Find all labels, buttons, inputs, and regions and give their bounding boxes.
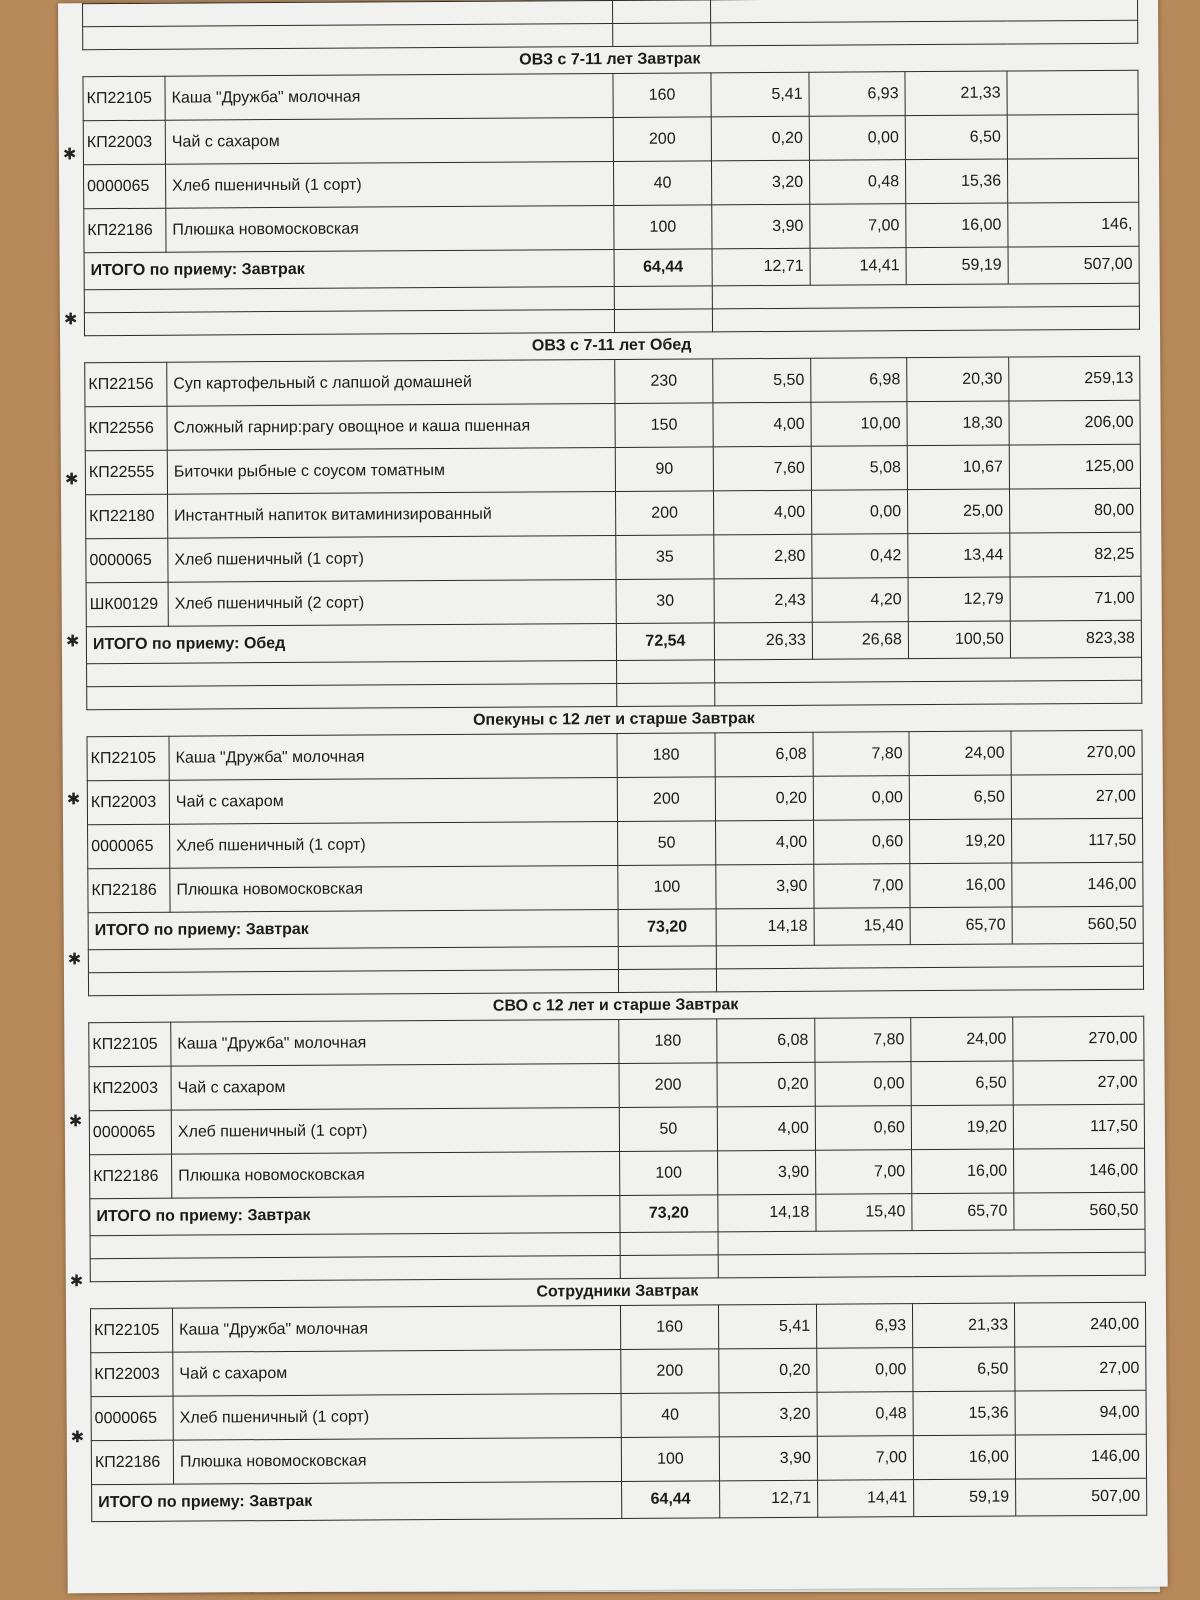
- item-energy: 27,00: [1011, 774, 1142, 819]
- item-name: Плюшка новомосковская: [166, 205, 614, 252]
- table-row: [91, 1434, 1146, 1484]
- binder-hole-icon: ✱: [68, 1113, 83, 1131]
- total-fat: 14,41: [810, 248, 906, 286]
- item-fat: 0,60: [814, 820, 910, 865]
- item-code: КП22156: [85, 362, 167, 407]
- item-fat: 10,00: [811, 402, 907, 447]
- total-row: [86, 620, 1141, 663]
- item-quantity: 30: [616, 579, 714, 624]
- top-blank-table: [82, 0, 1138, 50]
- table-row: [83, 114, 1138, 164]
- item-protein: 5,41: [711, 72, 809, 117]
- table-row: [91, 1346, 1146, 1396]
- table-row: [88, 818, 1143, 868]
- total-quantity: 64,44: [614, 249, 712, 287]
- section-title: ОВЗ с 7-11 лет Обед: [531, 336, 692, 355]
- item-quantity: 150: [615, 403, 713, 448]
- menu-table: [82, 70, 1140, 336]
- total-row: [90, 1192, 1145, 1235]
- item-name: Каша "Дружба" молочная: [171, 1019, 619, 1066]
- item-name: Хлеб пшеничный (1 сорт): [165, 161, 613, 208]
- item-energy: 270,00: [1013, 1016, 1144, 1061]
- item-name: Чай с сахаром: [165, 117, 613, 164]
- item-quantity: 100: [621, 1437, 719, 1482]
- table-row: [84, 202, 1139, 252]
- total-label: ИТОГО по приему: Завтрак: [84, 249, 614, 289]
- total-protein: 12,71: [712, 248, 810, 286]
- item-code: КП22180: [86, 494, 168, 539]
- item-quantity: 100: [614, 205, 712, 250]
- table-row: [90, 1148, 1145, 1198]
- item-name: Биточки рыбные с соусом томатным: [167, 447, 615, 494]
- item-fat: 6,93: [816, 1304, 912, 1349]
- item-energy: 117,50: [1012, 818, 1143, 863]
- item-fat: 0,48: [809, 160, 905, 205]
- binder-hole-icon: ✱: [65, 633, 80, 651]
- menu-table: [88, 1016, 1146, 1282]
- item-energy: 206,00: [1009, 400, 1140, 445]
- item-protein: 4,00: [713, 402, 811, 447]
- table-row: [89, 1060, 1144, 1110]
- table-row: [87, 774, 1142, 824]
- total-energy: 560,50: [1012, 906, 1143, 944]
- item-code: КП22105: [89, 1022, 171, 1067]
- item-protein: 0,20: [715, 776, 813, 821]
- item-quantity: 50: [618, 821, 716, 866]
- item-protein: 3,90: [718, 1150, 816, 1195]
- item-energy: 117,50: [1013, 1104, 1144, 1149]
- item-code: КП22555: [85, 450, 167, 495]
- section-title: Сотрудники Завтрак: [536, 1282, 699, 1301]
- item-carbs: 16,00: [913, 1435, 1015, 1480]
- item-carbs: 24,00: [909, 731, 1011, 776]
- item-energy: 146,: [1008, 202, 1139, 247]
- item-quantity: 200: [613, 117, 711, 162]
- item-quantity: 200: [619, 1063, 717, 1108]
- total-carbs: 59,19: [914, 1479, 1016, 1517]
- item-quantity: 35: [616, 535, 714, 580]
- item-carbs: 21,33: [912, 1303, 1014, 1348]
- item-quantity: 160: [613, 73, 711, 118]
- item-code: КП22186: [88, 868, 170, 913]
- item-fat: 4,20: [812, 578, 908, 623]
- table-row: [83, 158, 1138, 208]
- item-name: Плюшка новомосковская: [172, 1151, 620, 1198]
- total-carbs: 100,50: [908, 621, 1010, 659]
- item-fat: 6,93: [809, 72, 905, 117]
- item-energy: 71,00: [1010, 576, 1141, 621]
- total-energy: 560,50: [1014, 1192, 1145, 1230]
- item-protein: 5,50: [713, 358, 811, 403]
- item-name: Хлеб пшеничный (1 сорт): [173, 1393, 621, 1440]
- menu-table: [86, 730, 1144, 996]
- item-protein: 6,08: [717, 1018, 815, 1063]
- item-fat: 0,00: [815, 1062, 911, 1107]
- item-energy: [1007, 114, 1138, 159]
- total-quantity: 64,44: [622, 1481, 720, 1519]
- total-quantity: 73,20: [618, 909, 716, 947]
- item-carbs: 18,30: [907, 401, 1009, 446]
- binder-hole-icon: ✱: [63, 311, 78, 329]
- item-energy: 146,00: [1012, 862, 1143, 907]
- total-fat: 15,40: [816, 1194, 912, 1232]
- item-code: КП22105: [90, 1308, 172, 1353]
- item-protein: 7,60: [713, 446, 811, 491]
- item-carbs: 25,00: [907, 489, 1009, 534]
- item-fat: 0,42: [812, 534, 908, 579]
- table-row: [89, 1104, 1144, 1154]
- total-fat: 15,40: [814, 908, 910, 946]
- item-protein: 4,00: [717, 1106, 815, 1151]
- item-energy: 82,25: [1010, 532, 1141, 577]
- table-row: [89, 1016, 1144, 1066]
- item-name: Хлеб пшеничный (2 сорт): [168, 579, 616, 626]
- item-energy: [1007, 158, 1138, 203]
- item-quantity: 50: [619, 1107, 717, 1152]
- total-protein: 14,18: [718, 1194, 816, 1232]
- item-quantity: 100: [620, 1151, 718, 1196]
- item-carbs: 6,50: [911, 1061, 1013, 1106]
- total-energy: 507,00: [1016, 1478, 1147, 1516]
- item-code: КП22105: [83, 76, 165, 121]
- item-carbs: 12,79: [908, 577, 1010, 622]
- item-name: Каша "Дружба" молочная: [169, 733, 617, 780]
- item-code: 0000065: [89, 1110, 171, 1155]
- total-row: [84, 246, 1139, 289]
- binder-hole-icon: ✱: [67, 951, 82, 969]
- item-energy: 27,00: [1015, 1346, 1146, 1391]
- table-row: [90, 1302, 1145, 1352]
- total-protein: 26,33: [714, 622, 812, 660]
- menu-content: [82, 0, 1146, 1522]
- item-quantity: 40: [621, 1393, 719, 1438]
- total-row: [92, 1478, 1147, 1521]
- item-quantity: 230: [615, 359, 713, 404]
- item-code: 0000065: [83, 164, 165, 209]
- item-energy: [1007, 70, 1138, 115]
- item-protein: 2,43: [714, 578, 812, 623]
- item-code: КП22003: [89, 1066, 171, 1111]
- item-code: КП22186: [91, 1440, 173, 1485]
- item-protein: 4,00: [716, 820, 814, 865]
- item-energy: 270,00: [1011, 730, 1142, 775]
- total-energy: 507,00: [1008, 246, 1139, 284]
- section-title: ОВЗ с 7-11 лет Завтрак: [519, 50, 701, 69]
- item-fat: 0,60: [815, 1106, 911, 1151]
- binder-hole-icon: ✱: [69, 1273, 84, 1291]
- item-fat: 7,00: [817, 1436, 913, 1481]
- item-name: Каша "Дружба" молочная: [172, 1305, 620, 1352]
- table-row: [87, 730, 1142, 780]
- item-fat: 5,08: [811, 446, 907, 491]
- total-carbs: 65,70: [910, 907, 1012, 945]
- item-code: КП22003: [83, 120, 165, 165]
- total-carbs: 59,19: [906, 247, 1008, 285]
- binder-hole-icon: ✱: [66, 791, 81, 809]
- item-code: КП22186: [90, 1154, 172, 1199]
- item-quantity: 160: [620, 1305, 718, 1350]
- item-carbs: 19,20: [910, 819, 1012, 864]
- item-fat: 7,00: [814, 864, 910, 909]
- item-protein: 6,08: [715, 732, 813, 777]
- item-quantity: 100: [618, 865, 716, 910]
- item-carbs: 6,50: [905, 115, 1007, 160]
- item-carbs: 19,20: [911, 1105, 1013, 1150]
- menu-table: [90, 1302, 1147, 1522]
- item-protein: 3,90: [712, 204, 810, 249]
- item-fat: 6,98: [811, 358, 907, 403]
- item-name: Хлеб пшеничный (1 сорт): [170, 821, 618, 868]
- item-quantity: 200: [621, 1349, 719, 1394]
- total-carbs: 65,70: [912, 1193, 1014, 1231]
- item-energy: 27,00: [1013, 1060, 1144, 1105]
- item-carbs: 15,36: [913, 1391, 1015, 1436]
- item-name: Плюшка новомосковская: [170, 865, 618, 912]
- item-code: КП22105: [87, 736, 169, 781]
- item-carbs: 6,50: [909, 775, 1011, 820]
- item-protein: 3,90: [716, 864, 814, 909]
- item-protein: 0,20: [719, 1348, 817, 1393]
- item-quantity: 90: [615, 447, 713, 492]
- total-fat: 14,41: [818, 1480, 914, 1518]
- item-fat: 7,00: [810, 204, 906, 249]
- section-title: Опекуны с 12 лет и старше Завтрак: [473, 710, 755, 729]
- item-code: 0000065: [86, 538, 168, 583]
- table-row: [86, 488, 1141, 538]
- total-label: ИТОГО по приему: Обед: [86, 623, 616, 663]
- section-title: СВО с 12 лет и старше Завтрак: [492, 996, 739, 1015]
- item-name: Хлеб пшеничный (1 сорт): [168, 535, 616, 582]
- menu-table: [84, 356, 1142, 710]
- total-fat: 26,68: [812, 622, 908, 660]
- total-protein: 12,71: [720, 1480, 818, 1518]
- item-name: Чай с сахаром: [169, 777, 617, 824]
- item-quantity: 180: [617, 733, 715, 778]
- binder-hole-icon: ✱: [62, 146, 77, 164]
- item-fat: 7,80: [813, 732, 909, 777]
- item-protein: 2,80: [714, 534, 812, 579]
- item-carbs: 13,44: [908, 533, 1010, 578]
- item-fat: 0,00: [811, 490, 907, 535]
- item-protein: 4,00: [714, 490, 812, 535]
- item-carbs: 15,36: [905, 159, 1007, 204]
- item-carbs: 20,30: [907, 357, 1009, 402]
- item-name: Суп картофельный с лапшой домашней: [167, 359, 615, 406]
- total-label: ИТОГО по приему: Завтрак: [90, 1195, 620, 1235]
- item-fat: 0,00: [809, 116, 905, 161]
- item-quantity: 200: [617, 777, 715, 822]
- item-name: Чай с сахаром: [171, 1063, 619, 1110]
- item-energy: 146,00: [1015, 1434, 1146, 1479]
- item-name: Хлеб пшеничный (1 сорт): [171, 1107, 619, 1154]
- item-protein: 3,20: [719, 1392, 817, 1437]
- item-energy: 94,00: [1015, 1390, 1146, 1435]
- item-protein: 0,20: [717, 1062, 815, 1107]
- item-name: Каша "Дружба" молочная: [165, 73, 613, 120]
- item-energy: 125,00: [1009, 444, 1140, 489]
- item-name: Сложный гарнир:рагу овощное и каша пшенная: [167, 403, 615, 450]
- table-row: [91, 1390, 1146, 1440]
- item-protein: 5,41: [718, 1304, 816, 1349]
- item-code: 0000065: [88, 824, 170, 869]
- table-row: [85, 400, 1140, 450]
- item-quantity: 180: [619, 1019, 717, 1064]
- binder-hole-icon: ✱: [70, 1429, 85, 1447]
- item-protein: 3,20: [711, 160, 809, 205]
- table-row: [83, 70, 1138, 120]
- item-energy: 80,00: [1009, 488, 1140, 533]
- item-energy: 240,00: [1014, 1302, 1145, 1347]
- item-fat: 0,00: [817, 1348, 913, 1393]
- total-protein: 14,18: [716, 908, 814, 946]
- binder-hole-icon: ✱: [64, 471, 79, 489]
- item-quantity: 40: [613, 161, 711, 206]
- item-fat: 0,00: [813, 776, 909, 821]
- item-energy: 146,00: [1014, 1148, 1145, 1193]
- total-quantity: 73,20: [620, 1195, 718, 1233]
- item-carbs: 16,00: [906, 203, 1008, 248]
- item-carbs: 16,00: [912, 1149, 1014, 1194]
- item-name: Инстантный напиток витаминизированный: [168, 491, 616, 538]
- item-fat: 7,00: [816, 1150, 912, 1195]
- item-carbs: 24,00: [911, 1017, 1013, 1062]
- item-protein: 0,20: [711, 116, 809, 161]
- item-code: КП22556: [85, 406, 167, 451]
- item-quantity: 200: [616, 491, 714, 536]
- item-name: Чай с сахаром: [173, 1349, 621, 1396]
- total-label: ИТОГО по приему: Завтрак: [88, 909, 618, 949]
- item-code: 0000065: [91, 1396, 173, 1441]
- item-carbs: 6,50: [913, 1347, 1015, 1392]
- menu-sheet: [58, 0, 1168, 1593]
- table-row: [85, 444, 1140, 494]
- item-carbs: 10,67: [907, 445, 1009, 490]
- item-code: ШК00129: [86, 582, 168, 627]
- table-row: [86, 576, 1141, 626]
- total-quantity: 72,54: [616, 623, 714, 661]
- total-row: [88, 906, 1143, 949]
- table-row: [88, 862, 1143, 912]
- item-name: Плюшка новомосковская: [173, 1437, 621, 1484]
- total-energy: 823,38: [1010, 620, 1141, 658]
- item-code: КП22003: [87, 780, 169, 825]
- item-code: КП22003: [91, 1352, 173, 1397]
- item-energy: 259,13: [1009, 356, 1140, 401]
- item-carbs: 21,33: [905, 71, 1007, 116]
- table-row: [86, 532, 1141, 582]
- table-row: [85, 356, 1140, 406]
- item-code: КП22186: [84, 208, 166, 253]
- item-fat: 0,48: [817, 1392, 913, 1437]
- total-label: ИТОГО по приему: Завтрак: [92, 1481, 622, 1521]
- item-protein: 3,90: [719, 1436, 817, 1481]
- item-fat: 7,80: [815, 1018, 911, 1063]
- item-carbs: 16,00: [910, 863, 1012, 908]
